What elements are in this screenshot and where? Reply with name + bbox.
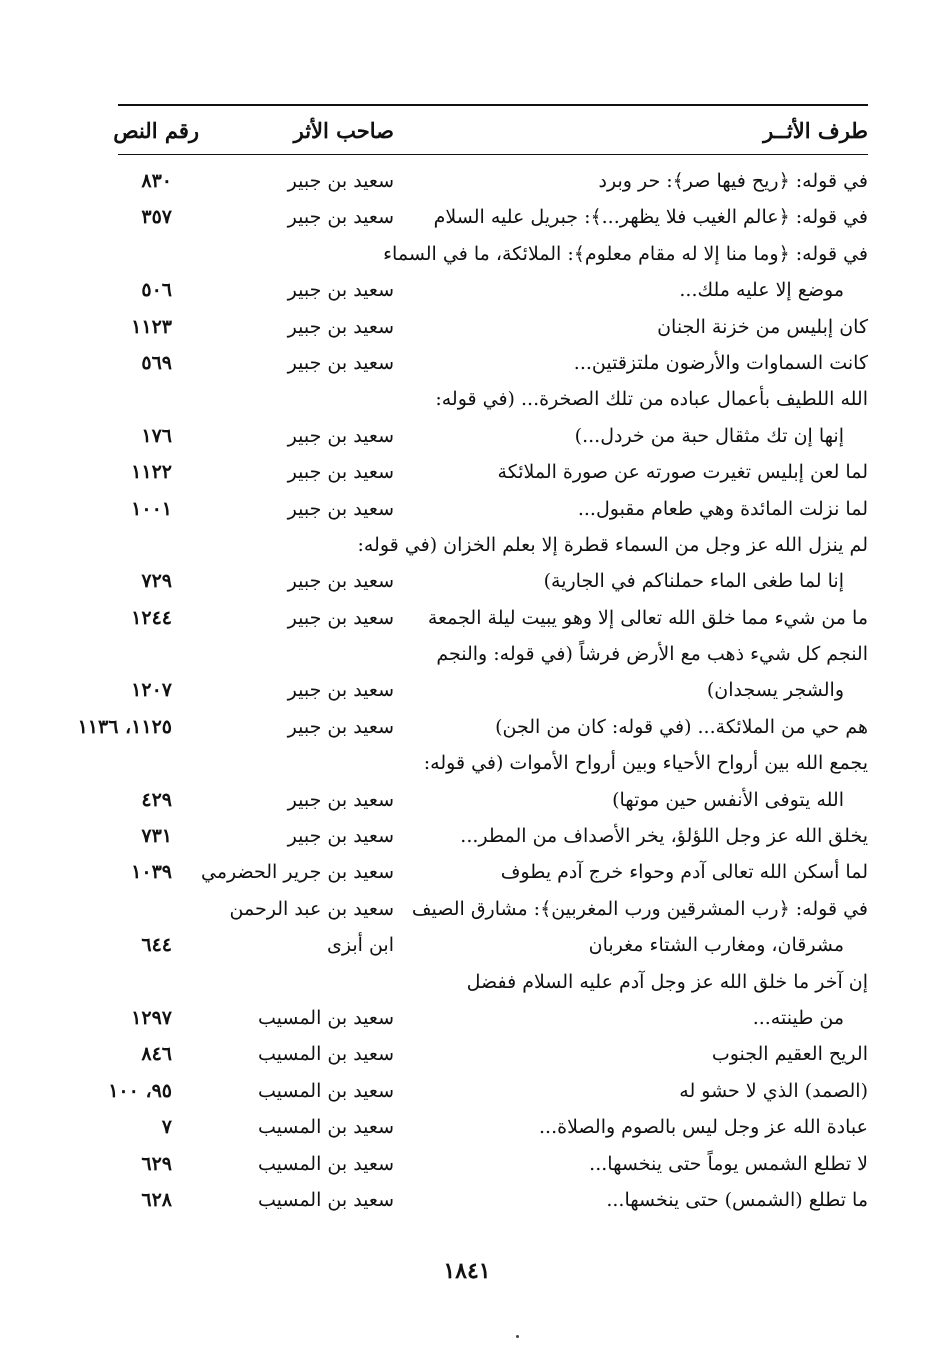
- table-row: [0, 785, 934, 821]
- row-number: ١١٢٣: [131, 315, 172, 338]
- header-text-column: طرف الأثــر: [763, 118, 868, 143]
- table-row: [0, 457, 934, 493]
- row-text: في قوله: ﴿رب المشرقين ورب المغربين﴾: مشارق الصيف: [411, 897, 868, 920]
- table-row: [0, 1149, 934, 1185]
- row-source: سعيد بن المسيب: [257, 1006, 394, 1029]
- row-text: لا تطلع الشمس يوماً حتى ينخسها...: [589, 1152, 868, 1175]
- row-source: سعيد بن المسيب: [257, 1116, 394, 1139]
- row-source: ابن أبزى: [327, 934, 394, 957]
- table-row: [0, 421, 934, 457]
- row-number: ٦٢٩: [141, 1152, 172, 1175]
- row-source: سعيد بن جبير: [287, 351, 394, 374]
- row-number: ٣٥٧: [141, 206, 172, 229]
- row-text: الريح العقيم الجنوب: [711, 1043, 868, 1066]
- row-text: (الصمد) الذي لا حشو له: [679, 1079, 868, 1102]
- row-source: سعيد بن جبير: [287, 497, 394, 520]
- table-row: [0, 639, 934, 675]
- table-row: [0, 712, 934, 748]
- row-source: سعيد بن جبير: [287, 715, 394, 738]
- row-text: كان إبليس من خزنة الجنان: [657, 315, 868, 338]
- row-text: مشرقان، ومغارب الشتاء مغربان: [588, 934, 844, 957]
- row-source: سعيد بن المسيب: [257, 1188, 394, 1211]
- table-row: [0, 202, 934, 238]
- row-text: ما تطلع (الشمس) حتى ينخسها...: [606, 1188, 868, 1211]
- header-source-column: صاحب الأثر: [293, 118, 394, 143]
- row-text: عبادة الله عز وجل ليس بالصوم والصلاة...: [539, 1116, 868, 1139]
- row-number: ١٧٦: [141, 424, 172, 447]
- row-text: من طينته...: [752, 1006, 844, 1029]
- row-source: سعيد بن جبير: [287, 206, 394, 229]
- footer-dot: [516, 1335, 519, 1338]
- row-source: سعيد بن جبير: [287, 606, 394, 629]
- header-number-column: رقم النص: [113, 118, 199, 143]
- row-number: ٦٤٤: [141, 934, 172, 957]
- table-row: [0, 748, 934, 784]
- row-number: ٧٣١: [141, 825, 172, 848]
- row-source: سعيد بن المسيب: [257, 1152, 394, 1175]
- row-number: ١٢٠٧: [131, 679, 172, 702]
- row-text: النجم كل شيء ذهب مع الأرض فرشاً (في قوله: والنجم: [436, 643, 868, 666]
- row-text: الله يتوفى الأنفس حين موتها): [612, 788, 844, 811]
- row-source: سعيد بن جرير الحضرمي: [201, 861, 394, 884]
- row-number: ١٢٩٧: [131, 1006, 172, 1029]
- table-row: [0, 1112, 934, 1148]
- top-rule: [118, 104, 868, 106]
- row-number: ١٢٤٤: [131, 606, 172, 629]
- row-number: ٩٥، ١٠٠: [108, 1079, 172, 1102]
- row-number: ١١٢٢: [131, 461, 172, 484]
- table-row: [0, 239, 934, 275]
- row-number: ١٠٠١: [131, 497, 172, 520]
- table-row: [0, 348, 934, 384]
- row-source: سعيد بن جبير: [287, 424, 394, 447]
- index-table-body: [0, 166, 934, 1221]
- table-row: [0, 566, 934, 602]
- row-text: موضع إلا عليه ملك...: [679, 279, 844, 302]
- row-text: في قوله: ﴿ريح فيها صر﴾: حر وبرد: [598, 170, 868, 192]
- table-row: [0, 1039, 934, 1075]
- table-row: [0, 1003, 934, 1039]
- row-text: ما من شيء مما خلق الله تعالى إلا وهو يبيت ليلة الجمعة: [427, 606, 868, 629]
- row-source: سعيد بن جبير: [287, 170, 394, 192]
- table-row: [0, 275, 934, 311]
- row-text: لما أسكن الله تعالى آدم وحواء خرج آدم يطوف: [500, 861, 868, 884]
- row-source: سعيد بن جبير: [287, 825, 394, 848]
- row-text: يخلق الله عز وجل اللؤلؤ، يخر الأصداف من المطر...: [460, 825, 868, 848]
- table-row: [0, 1076, 934, 1112]
- row-source: سعيد بن جبير: [287, 570, 394, 593]
- row-source: سعيد بن جبير: [287, 788, 394, 811]
- table-row: [0, 857, 934, 893]
- row-number: ١٠٣٩: [131, 861, 172, 884]
- row-text: إنا لما طغى الماء حملناكم في الجارية): [543, 570, 844, 593]
- table-row: [0, 530, 934, 566]
- row-number: ٥٠٦: [141, 279, 172, 302]
- table-row: [0, 384, 934, 420]
- row-text: والشجر يسجدان): [706, 679, 844, 702]
- row-number: ٧: [161, 1116, 172, 1139]
- row-source: سعيد بن جبير: [287, 461, 394, 484]
- row-text: هم حي من الملائكة... (في قوله: كان من الجن): [495, 715, 868, 738]
- table-row: [0, 166, 934, 202]
- row-text: يجمع الله بين أرواح الأحياء وبين أرواح الأموات (في قوله:: [423, 752, 868, 775]
- table-row: [0, 675, 934, 711]
- row-text: لم ينزل الله عز وجل من السماء قطرة إلا بعلم الخزان (في قوله:: [357, 533, 868, 556]
- row-text: لما لعن إبليس تغيرت صورته عن صورة الملائكة: [497, 461, 868, 484]
- table-row: [0, 494, 934, 530]
- row-text: الله اللطيف بأعمال عباده من تلك الصخرة... (في قوله:: [435, 388, 868, 411]
- row-number: ١١٢٥، ١١٣٦: [77, 715, 172, 738]
- table-row: [0, 821, 934, 857]
- table-row: [0, 603, 934, 639]
- row-number: ٨٣٠: [141, 170, 172, 192]
- row-text: لما نزلت المائدة وهي طعام مقبول...: [577, 497, 868, 520]
- table-row: [0, 930, 934, 966]
- table-row: [0, 1185, 934, 1221]
- row-number: ٨٤٦: [141, 1043, 172, 1066]
- row-number: ٦٢٨: [141, 1188, 172, 1211]
- header-rule: [118, 154, 868, 155]
- row-source: سعيد بن المسيب: [257, 1079, 394, 1102]
- row-text: في قوله: ﴿عالم الغيب فلا يظهر...﴾: جبريل عليه السلام: [433, 206, 868, 229]
- row-text: كانت السماوات والأرضون ملتزقتين...: [573, 351, 868, 374]
- row-source: سعيد بن عبد الرحمن: [229, 897, 394, 920]
- table-row: [0, 312, 934, 348]
- row-text: إنها إن تك مثقال حبة من خردل...): [574, 424, 844, 447]
- page-number: ١٨٤١: [443, 1258, 491, 1284]
- row-number: ٧٢٩: [141, 570, 172, 593]
- table-row: [0, 894, 934, 930]
- row-text: إن آخر ما خلق الله عز وجل آدم عليه السلام ففضل: [466, 970, 868, 993]
- row-number: ٥٦٩: [141, 351, 172, 374]
- table-row: [0, 967, 934, 1003]
- row-source: سعيد بن المسيب: [257, 1043, 394, 1066]
- row-source: سعيد بن جبير: [287, 279, 394, 302]
- row-number: ٤٢٩: [141, 788, 172, 811]
- row-source: سعيد بن جبير: [287, 315, 394, 338]
- row-text: في قوله: ﴿وما منا إلا له مقام معلوم﴾: الملائكة، ما في السماء: [383, 242, 868, 265]
- row-source: سعيد بن جبير: [287, 679, 394, 702]
